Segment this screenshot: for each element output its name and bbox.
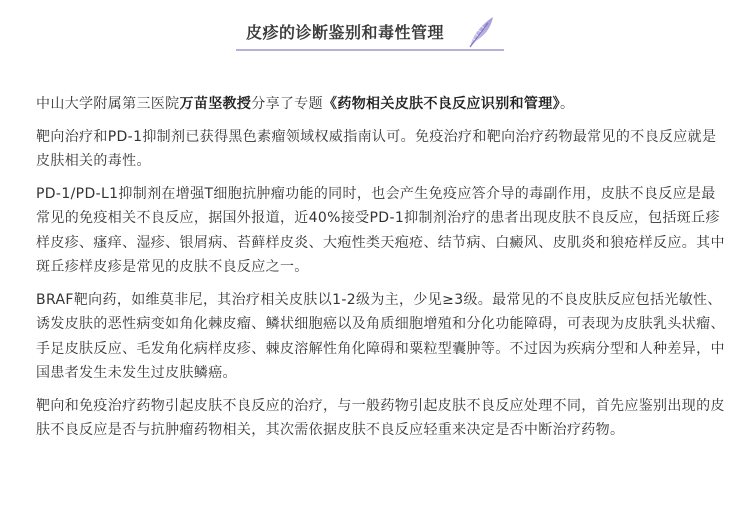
topic-title: 《药物相关皮肤不良反应识别和管理》 [323, 96, 560, 112]
speaker-name: 万苗坚教授 [179, 96, 252, 112]
intro-paragraph [36, 92, 726, 117]
paragraph-treatment-principles: 靶向和免疫治疗药物引起皮肤不良反应的治疗，与一般药物引起皮肤不良反应处理不同，首先应鉴别出现的皮肤不良反应是否与抗肿瘤药物相关，其次需依据皮肤不良反应轻重来决定是否中断治疗药物。 [36, 397, 725, 438]
article-title: 皮疹的诊断鉴别和毒性管理 [246, 23, 445, 42]
paragraph-pd1-adverse-reactions: PD-1/PD-L1抑制剂在增强T细胞抗肿瘤功能的同时，也会产生免疫应答介导的毒副作用，皮肤不良反应是最常见的免疫相关不良反应，据国外报道，近40%接受PD-1抑制剂治疗的患者出现皮肤不良反应，包括斑丘疹样皮疹、瘙痒、湿疹、银屑病、苔藓样皮炎、大疱性类天疱疮、结节病、白癜风、皮肌炎和狼疮样反应。其中斑丘疹样皮疹是常见的皮肤不良反应之一。 [36, 185, 725, 275]
article-body [36, 92, 726, 451]
intro-suffix: 。 [559, 96, 575, 112]
intro-middle: 分享了专题 [251, 96, 323, 112]
paragraph-braf-adverse-reactions: BRAF靶向药，如维莫非尼，其治疗相关皮肤以1-2级为主，少见≥3级。最常见的不良皮肤反应包括光敏性、诱发皮肤的恶性病变如角化棘皮瘤、鳞状细胞癌以及角质细胞增殖和分化功能障碍，可表现为皮肤乳头状瘤、手足皮肤反应、毛发角化病样皮疹、棘皮溶解性角化障碍和粟粒型囊肿等。不过因为疾病分型和人种差异，中国患者发生未发生过皮肤鳞癌。 [36, 291, 725, 381]
article-header [0, 14, 740, 54]
feather-quill-icon [462, 14, 498, 50]
paragraph-targeted-therapy: 靶向治疗和PD-1抑制剂已获得黑色素瘤领域权威指南认可。免疫治疗和靶向治疗药物最常见的不良反应就是皮肤相关的毒性。 [36, 128, 717, 169]
title-underline [236, 49, 504, 51]
intro-prefix: 中山大学附属第三医院 [36, 96, 180, 112]
